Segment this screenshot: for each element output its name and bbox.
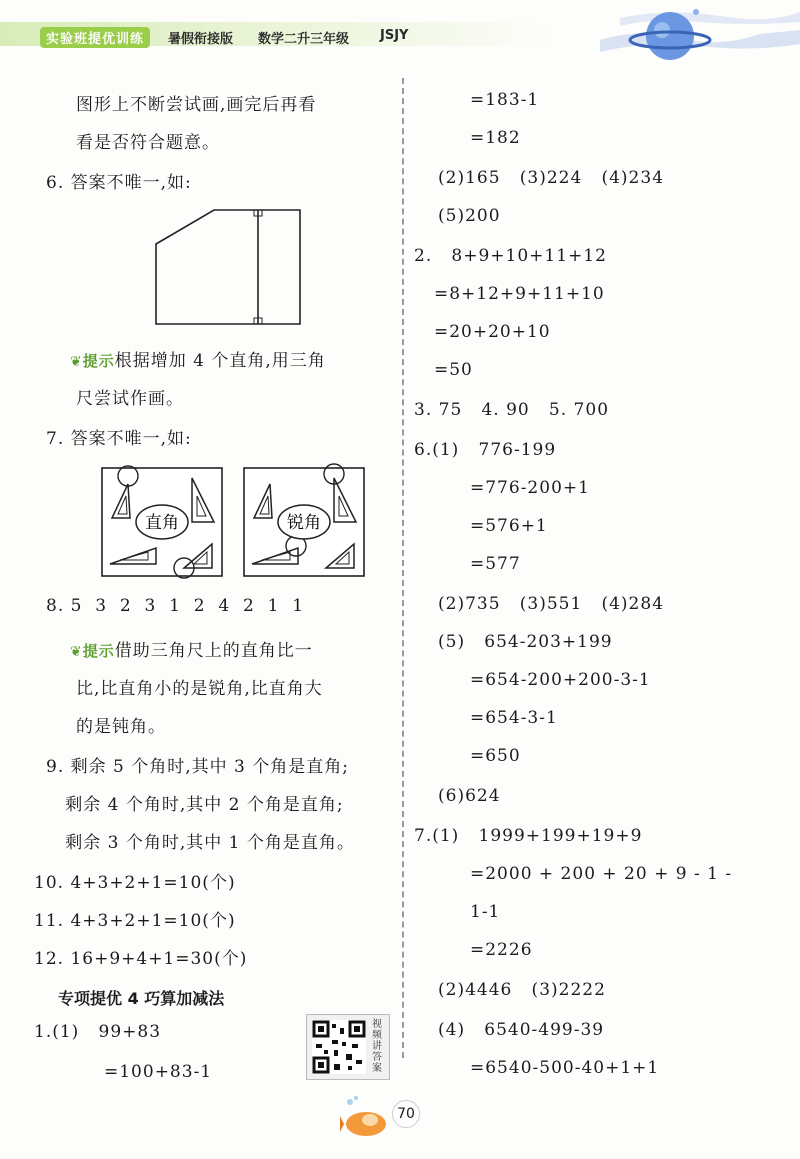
math-line: =50 bbox=[434, 360, 473, 380]
math-line: (5) 654-203+199 bbox=[438, 632, 613, 652]
answer-6-right: 6.(1) 776-199 bbox=[414, 440, 557, 460]
math-line: =576+1 bbox=[470, 516, 548, 536]
leaf-icon: ❦ bbox=[70, 644, 83, 660]
math-line: =654-3-1 bbox=[470, 708, 558, 728]
hint-6-line2: 尺尝试作画。 bbox=[76, 389, 184, 409]
math-line: =2226 bbox=[470, 940, 533, 960]
answer-7-right: 7.(1) 1999+199+19+9 bbox=[414, 826, 643, 846]
page-number: 70 bbox=[392, 1100, 420, 1128]
leaf-icon: ❦ bbox=[70, 354, 83, 370]
math-line: =2000 + 200 + 20 + 9 - 1 - bbox=[470, 864, 733, 884]
math-line: (2)165 (3)224 (4)234 bbox=[438, 168, 665, 188]
planet-icon bbox=[600, 0, 800, 80]
hint-6-line1: ❦提示根据增加 4 个直角,用三角 bbox=[70, 351, 326, 371]
series-title: 实验班提优训练 bbox=[40, 27, 150, 48]
figure-6 bbox=[154, 204, 306, 328]
answer-11: 11. 4+3+2+1=10(个) bbox=[34, 911, 236, 931]
hint-8-line3: 的是钝角。 bbox=[76, 717, 166, 737]
math-line: 1-1 bbox=[470, 902, 501, 922]
answers-3-5: 3. 75 4. 90 5. 700 bbox=[414, 400, 610, 420]
answer-9-line3: 剩余 3 个角时,其中 1 个角是直角。 bbox=[46, 833, 355, 853]
grade-label: 数学二升三年级 bbox=[258, 32, 350, 47]
figure-7-label1: 直角 bbox=[145, 513, 179, 533]
answer-9-line2: 剩余 4 个角时,其中 2 个角是直角; bbox=[46, 795, 344, 815]
qr-code-icon bbox=[312, 1020, 366, 1074]
answer-10: 10. 4+3+2+1=10(个) bbox=[34, 873, 236, 893]
hint-label: 提示 bbox=[82, 352, 115, 370]
section-answer-1-step: =100+83-1 bbox=[104, 1062, 213, 1082]
answer-12: 12. 16+9+4+1=30(个) bbox=[34, 949, 248, 969]
column-divider bbox=[402, 78, 404, 1058]
math-line: (2)735 (3)551 (4)284 bbox=[438, 594, 665, 614]
figure-7-label2: 锐角 bbox=[287, 513, 321, 533]
math-line: =654-200+200-3-1 bbox=[470, 670, 651, 690]
section-title: 专项提优 4 巧算加减法 bbox=[58, 989, 225, 1008]
text-line: 看是否符合题意。 bbox=[76, 133, 220, 153]
answer-7: 7. 答案不唯一,如: bbox=[46, 429, 192, 449]
math-line: =20+20+10 bbox=[434, 322, 551, 342]
hint-8-line1: ❦提示借助三角尺上的直角比一 bbox=[70, 641, 313, 661]
hint-label: 提示 bbox=[82, 642, 115, 660]
hint-8-line2: 比,比直角小的是锐角,比直角大 bbox=[76, 679, 323, 699]
math-line: =650 bbox=[470, 746, 521, 766]
math-line: =183-1 bbox=[470, 90, 540, 110]
answer-2: 2. 8+9+10+11+12 bbox=[414, 246, 607, 266]
math-line: =182 bbox=[470, 128, 521, 148]
math-line: =776-200+1 bbox=[470, 478, 590, 498]
page-header bbox=[0, 0, 800, 62]
math-line: (6)624 bbox=[438, 786, 501, 806]
answer-8: 8. 5 3 2 3 1 2 4 2 1 1 bbox=[46, 596, 305, 616]
section-answer-1: 1.(1) 99+83 bbox=[34, 1022, 162, 1042]
text-line: 图形上不断尝试画,画完后再看 bbox=[76, 95, 317, 115]
math-line: (2)4446 (3)2222 bbox=[438, 980, 606, 1000]
math-line: (4) 6540-499-39 bbox=[438, 1020, 605, 1040]
math-line: =6540-500-40+1+1 bbox=[470, 1058, 660, 1078]
edition-label: 暑假衔接版 bbox=[168, 32, 234, 47]
publisher-code: JSJY bbox=[380, 28, 409, 43]
qr-code-panel[interactable] bbox=[306, 1014, 390, 1080]
math-line: =8+12+9+11+10 bbox=[434, 284, 605, 304]
math-line: (5)200 bbox=[438, 206, 501, 226]
answer-6: 6. 答案不唯一,如: bbox=[46, 173, 192, 193]
qr-caption: 视频讲答案 bbox=[372, 1019, 382, 1074]
figure-7 bbox=[100, 460, 380, 580]
math-line: =577 bbox=[470, 554, 521, 574]
answer-9-line1: 9. 剩余 5 个角时,其中 3 个角是直角; bbox=[46, 757, 350, 777]
submarine-fish-icon bbox=[340, 1094, 394, 1140]
